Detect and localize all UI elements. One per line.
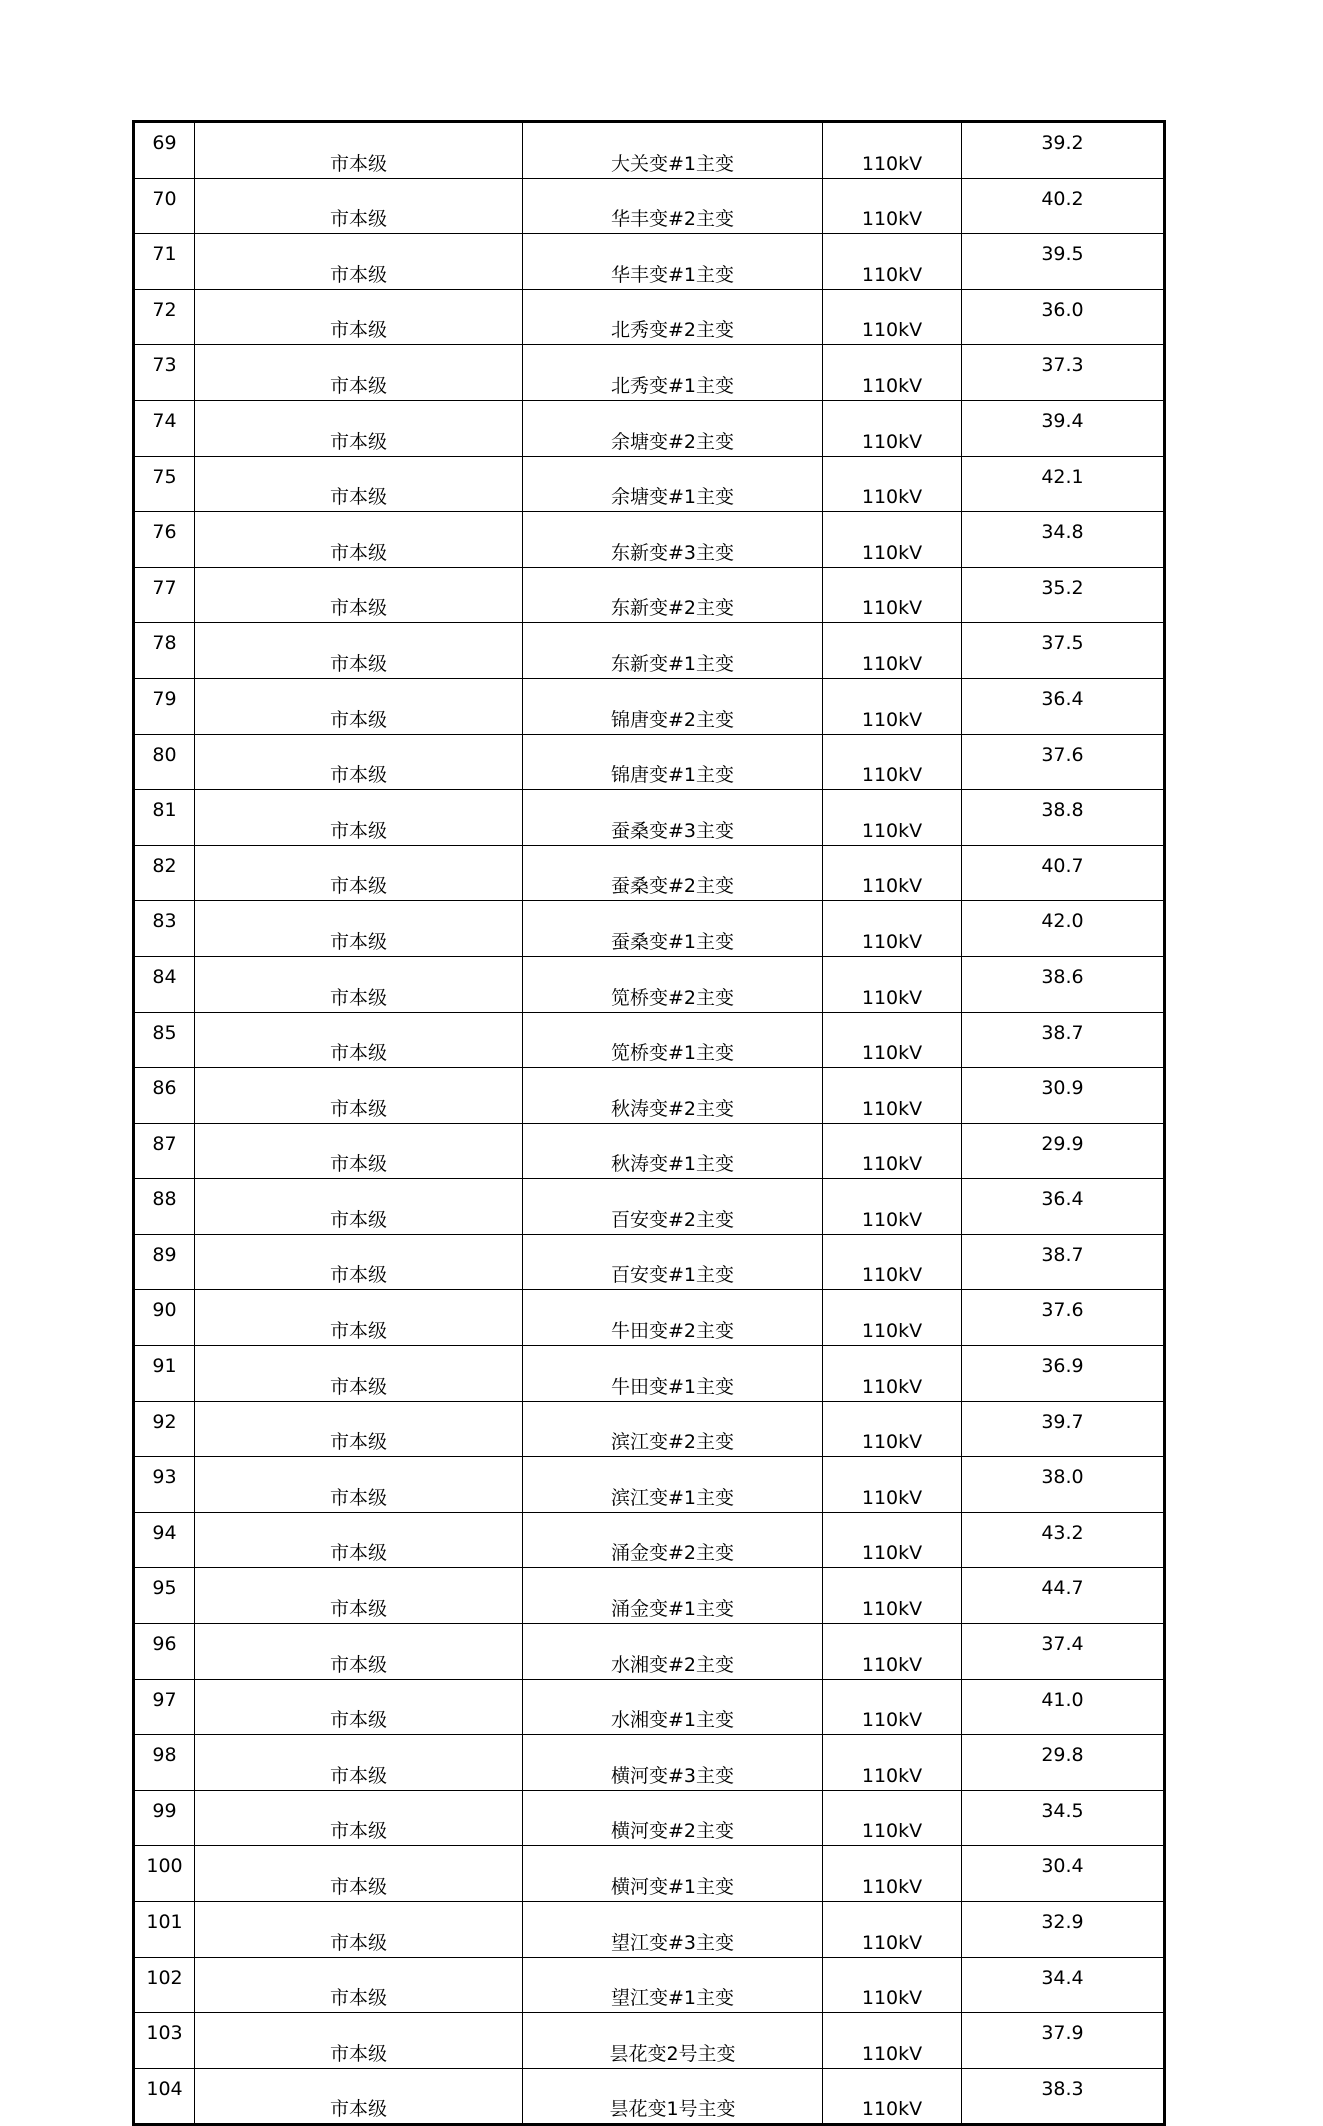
load-value-cell: 40.2 [962, 178, 1165, 234]
table-row [134, 1512, 1165, 1568]
table-row [134, 623, 1165, 679]
transformer-name-cell: 华丰变#1主变 [523, 234, 823, 290]
load-value-cell: 30.9 [962, 1068, 1165, 1124]
transformer-name-cell: 锦唐变#2主变 [523, 678, 823, 734]
voltage-level-cell: 110kV [823, 289, 962, 345]
row-number-cell: 87 [134, 1123, 195, 1179]
row-number-cell: 73 [134, 345, 195, 401]
voltage-level-cell: 110kV [823, 456, 962, 512]
admin-level-cell: 市本级 [195, 2013, 523, 2069]
row-number-cell: 93 [134, 1457, 195, 1513]
admin-level-cell: 市本级 [195, 790, 523, 846]
transformer-name-cell: 望江变#3主变 [523, 1902, 823, 1958]
load-value-cell: 29.9 [962, 1123, 1165, 1179]
transformer-name-cell: 大关变#1主变 [523, 122, 823, 179]
row-number-cell: 94 [134, 1512, 195, 1568]
row-number-cell: 89 [134, 1234, 195, 1290]
voltage-level-cell: 110kV [823, 1512, 962, 1568]
admin-level-cell: 市本级 [195, 1624, 523, 1680]
admin-level-cell: 市本级 [195, 1735, 523, 1791]
voltage-level-cell: 110kV [823, 1123, 962, 1179]
transformer-name-cell: 蚕桑变#3主变 [523, 790, 823, 846]
transformer-name-cell: 滨江变#2主变 [523, 1401, 823, 1457]
transformer-name-cell: 蚕桑变#1主变 [523, 901, 823, 957]
voltage-level-cell: 110kV [823, 1401, 962, 1457]
table-row [134, 400, 1165, 456]
load-value-cell: 36.9 [962, 1346, 1165, 1402]
voltage-level-cell: 110kV [823, 1568, 962, 1624]
table-row [134, 1679, 1165, 1735]
transformer-name-cell: 横河变#1主变 [523, 1846, 823, 1902]
admin-level-cell: 市本级 [195, 1234, 523, 1290]
document-page [132, 120, 1163, 2126]
voltage-level-cell: 110kV [823, 178, 962, 234]
voltage-level-cell: 110kV [823, 678, 962, 734]
load-value-cell: 38.7 [962, 1234, 1165, 1290]
table-row [134, 1179, 1165, 1235]
table-row [134, 1846, 1165, 1902]
transformer-name-cell: 横河变#3主变 [523, 1735, 823, 1791]
load-value-cell: 36.0 [962, 289, 1165, 345]
voltage-level-cell: 110kV [823, 234, 962, 290]
voltage-level-cell: 110kV [823, 567, 962, 623]
load-value-cell: 39.5 [962, 234, 1165, 290]
load-value-cell: 41.0 [962, 1679, 1165, 1735]
transformer-name-cell: 牛田变#1主变 [523, 1346, 823, 1402]
voltage-level-cell: 110kV [823, 1679, 962, 1735]
transformer-name-cell: 望江变#1主变 [523, 1957, 823, 2013]
transformer-name-cell: 横河变#2主变 [523, 1790, 823, 1846]
table-row [134, 2013, 1165, 2069]
table-row [134, 1735, 1165, 1791]
voltage-level-cell: 110kV [823, 1068, 962, 1124]
transformer-name-cell: 牛田变#2主变 [523, 1290, 823, 1346]
table-row [134, 901, 1165, 957]
load-value-cell: 34.4 [962, 1957, 1165, 2013]
table-row [134, 845, 1165, 901]
table-row [134, 956, 1165, 1012]
voltage-level-cell: 110kV [823, 1902, 962, 1958]
admin-level-cell: 市本级 [195, 901, 523, 957]
admin-level-cell: 市本级 [195, 1568, 523, 1624]
voltage-level-cell: 110kV [823, 1346, 962, 1402]
voltage-level-cell: 110kV [823, 1012, 962, 1068]
admin-level-cell: 市本级 [195, 289, 523, 345]
admin-level-cell: 市本级 [195, 1846, 523, 1902]
voltage-level-cell: 110kV [823, 956, 962, 1012]
transformer-name-cell: 百安变#1主变 [523, 1234, 823, 1290]
row-number-cell: 91 [134, 1346, 195, 1402]
row-number-cell: 72 [134, 289, 195, 345]
voltage-level-cell: 110kV [823, 345, 962, 401]
admin-level-cell: 市本级 [195, 623, 523, 679]
voltage-level-cell: 110kV [823, 1957, 962, 2013]
load-value-cell: 38.3 [962, 2068, 1165, 2125]
admin-level-cell: 市本级 [195, 1902, 523, 1958]
load-value-cell: 37.9 [962, 2013, 1165, 2069]
table-row [134, 1624, 1165, 1680]
voltage-level-cell: 110kV [823, 1790, 962, 1846]
voltage-level-cell: 110kV [823, 1179, 962, 1235]
voltage-level-cell: 110kV [823, 400, 962, 456]
voltage-level-cell: 110kV [823, 1290, 962, 1346]
row-number-cell: 101 [134, 1902, 195, 1958]
admin-level-cell: 市本级 [195, 734, 523, 790]
row-number-cell: 85 [134, 1012, 195, 1068]
table-row [134, 1957, 1165, 2013]
row-number-cell: 78 [134, 623, 195, 679]
transformer-name-cell: 秋涛变#2主变 [523, 1068, 823, 1124]
row-number-cell: 69 [134, 122, 195, 179]
row-number-cell: 98 [134, 1735, 195, 1791]
transformer-name-cell: 笕桥变#2主变 [523, 956, 823, 1012]
load-value-cell: 39.7 [962, 1401, 1165, 1457]
table-row [134, 1457, 1165, 1513]
table-row [134, 678, 1165, 734]
load-value-cell: 35.2 [962, 567, 1165, 623]
row-number-cell: 103 [134, 2013, 195, 2069]
table-row [134, 1790, 1165, 1846]
admin-level-cell: 市本级 [195, 1068, 523, 1124]
row-number-cell: 102 [134, 1957, 195, 2013]
voltage-level-cell: 110kV [823, 734, 962, 790]
admin-level-cell: 市本级 [195, 234, 523, 290]
transformer-name-cell: 北秀变#2主变 [523, 289, 823, 345]
transformer-name-cell: 余塘变#1主变 [523, 456, 823, 512]
row-number-cell: 70 [134, 178, 195, 234]
transformer-name-cell: 余塘变#2主变 [523, 400, 823, 456]
table-row [134, 512, 1165, 568]
load-value-cell: 30.4 [962, 1846, 1165, 1902]
transformer-name-cell: 华丰变#2主变 [523, 178, 823, 234]
admin-level-cell: 市本级 [195, 1346, 523, 1402]
table-row [134, 1568, 1165, 1624]
load-value-cell: 37.4 [962, 1624, 1165, 1680]
admin-level-cell: 市本级 [195, 1401, 523, 1457]
row-number-cell: 77 [134, 567, 195, 623]
row-number-cell: 99 [134, 1790, 195, 1846]
load-value-cell: 44.7 [962, 1568, 1165, 1624]
voltage-level-cell: 110kV [823, 845, 962, 901]
table-row [134, 567, 1165, 623]
voltage-level-cell: 110kV [823, 122, 962, 179]
voltage-level-cell: 110kV [823, 2068, 962, 2125]
table-body [134, 122, 1165, 2125]
table-row [134, 345, 1165, 401]
row-number-cell: 88 [134, 1179, 195, 1235]
voltage-level-cell: 110kV [823, 1234, 962, 1290]
row-number-cell: 83 [134, 901, 195, 957]
table-row [134, 178, 1165, 234]
admin-level-cell: 市本级 [195, 1679, 523, 1735]
row-number-cell: 95 [134, 1568, 195, 1624]
row-number-cell: 71 [134, 234, 195, 290]
admin-level-cell: 市本级 [195, 1123, 523, 1179]
table-row [134, 234, 1165, 290]
table-row [134, 1068, 1165, 1124]
admin-level-cell: 市本级 [195, 2068, 523, 2125]
transformer-name-cell: 涌金变#2主变 [523, 1512, 823, 1568]
admin-level-cell: 市本级 [195, 1179, 523, 1235]
admin-level-cell: 市本级 [195, 1290, 523, 1346]
row-number-cell: 100 [134, 1846, 195, 1902]
row-number-cell: 80 [134, 734, 195, 790]
admin-level-cell: 市本级 [195, 1957, 523, 2013]
transformer-name-cell: 蚕桑变#2主变 [523, 845, 823, 901]
transformer-name-cell: 东新变#2主变 [523, 567, 823, 623]
load-value-cell: 34.5 [962, 1790, 1165, 1846]
load-value-cell: 38.7 [962, 1012, 1165, 1068]
load-value-cell: 42.0 [962, 901, 1165, 957]
transformer-name-cell: 昙花变2号主变 [523, 2013, 823, 2069]
transformer-name-cell: 北秀变#1主变 [523, 345, 823, 401]
load-value-cell: 32.9 [962, 1902, 1165, 1958]
load-value-cell: 39.2 [962, 122, 1165, 179]
load-value-cell: 37.3 [962, 345, 1165, 401]
voltage-level-cell: 110kV [823, 2013, 962, 2069]
load-value-cell: 37.5 [962, 623, 1165, 679]
table-row [134, 1401, 1165, 1457]
row-number-cell: 96 [134, 1624, 195, 1680]
row-number-cell: 84 [134, 956, 195, 1012]
transformer-name-cell: 秋涛变#1主变 [523, 1123, 823, 1179]
table-row [134, 2068, 1165, 2125]
transformer-name-cell: 水湘变#1主变 [523, 1679, 823, 1735]
load-value-cell: 39.4 [962, 400, 1165, 456]
admin-level-cell: 市本级 [195, 567, 523, 623]
transformer-name-cell: 东新变#1主变 [523, 623, 823, 679]
table-row [134, 1346, 1165, 1402]
transformer-name-cell: 百安变#2主变 [523, 1179, 823, 1235]
admin-level-cell: 市本级 [195, 678, 523, 734]
voltage-level-cell: 110kV [823, 1735, 962, 1791]
admin-level-cell: 市本级 [195, 845, 523, 901]
load-value-cell: 38.6 [962, 956, 1165, 1012]
table-row [134, 1902, 1165, 1958]
row-number-cell: 92 [134, 1401, 195, 1457]
load-value-cell: 40.7 [962, 845, 1165, 901]
transformer-name-cell: 涌金变#1主变 [523, 1568, 823, 1624]
voltage-level-cell: 110kV [823, 1457, 962, 1513]
row-number-cell: 97 [134, 1679, 195, 1735]
row-number-cell: 74 [134, 400, 195, 456]
table-row [134, 1123, 1165, 1179]
transformer-name-cell: 锦唐变#1主变 [523, 734, 823, 790]
admin-level-cell: 市本级 [195, 345, 523, 401]
table-row [134, 1290, 1165, 1346]
admin-level-cell: 市本级 [195, 122, 523, 179]
admin-level-cell: 市本级 [195, 400, 523, 456]
transformer-name-cell: 昙花变1号主变 [523, 2068, 823, 2125]
admin-level-cell: 市本级 [195, 956, 523, 1012]
load-value-cell: 37.6 [962, 734, 1165, 790]
admin-level-cell: 市本级 [195, 456, 523, 512]
load-value-cell: 42.1 [962, 456, 1165, 512]
voltage-level-cell: 110kV [823, 1846, 962, 1902]
load-value-cell: 43.2 [962, 1512, 1165, 1568]
admin-level-cell: 市本级 [195, 178, 523, 234]
row-number-cell: 81 [134, 790, 195, 846]
row-number-cell: 90 [134, 1290, 195, 1346]
load-value-cell: 34.8 [962, 512, 1165, 568]
table-row [134, 790, 1165, 846]
load-value-cell: 38.8 [962, 790, 1165, 846]
table-row [134, 289, 1165, 345]
voltage-level-cell: 110kV [823, 1624, 962, 1680]
admin-level-cell: 市本级 [195, 1790, 523, 1846]
voltage-level-cell: 110kV [823, 901, 962, 957]
transformer-name-cell: 滨江变#1主变 [523, 1457, 823, 1513]
voltage-level-cell: 110kV [823, 623, 962, 679]
transformer-name-cell: 水湘变#2主变 [523, 1624, 823, 1680]
row-number-cell: 82 [134, 845, 195, 901]
row-number-cell: 75 [134, 456, 195, 512]
load-value-cell: 38.0 [962, 1457, 1165, 1513]
table-row [134, 456, 1165, 512]
table-row [134, 122, 1165, 179]
row-number-cell: 104 [134, 2068, 195, 2125]
voltage-level-cell: 110kV [823, 790, 962, 846]
transformer-name-cell: 东新变#3主变 [523, 512, 823, 568]
transformer-load-table [132, 120, 1166, 2126]
admin-level-cell: 市本级 [195, 512, 523, 568]
admin-level-cell: 市本级 [195, 1512, 523, 1568]
load-value-cell: 29.8 [962, 1735, 1165, 1791]
row-number-cell: 86 [134, 1068, 195, 1124]
admin-level-cell: 市本级 [195, 1457, 523, 1513]
table-row [134, 1012, 1165, 1068]
transformer-name-cell: 笕桥变#1主变 [523, 1012, 823, 1068]
row-number-cell: 79 [134, 678, 195, 734]
voltage-level-cell: 110kV [823, 512, 962, 568]
admin-level-cell: 市本级 [195, 1012, 523, 1068]
row-number-cell: 76 [134, 512, 195, 568]
load-value-cell: 37.6 [962, 1290, 1165, 1346]
load-value-cell: 36.4 [962, 1179, 1165, 1235]
table-row [134, 734, 1165, 790]
load-value-cell: 36.4 [962, 678, 1165, 734]
table-row [134, 1234, 1165, 1290]
